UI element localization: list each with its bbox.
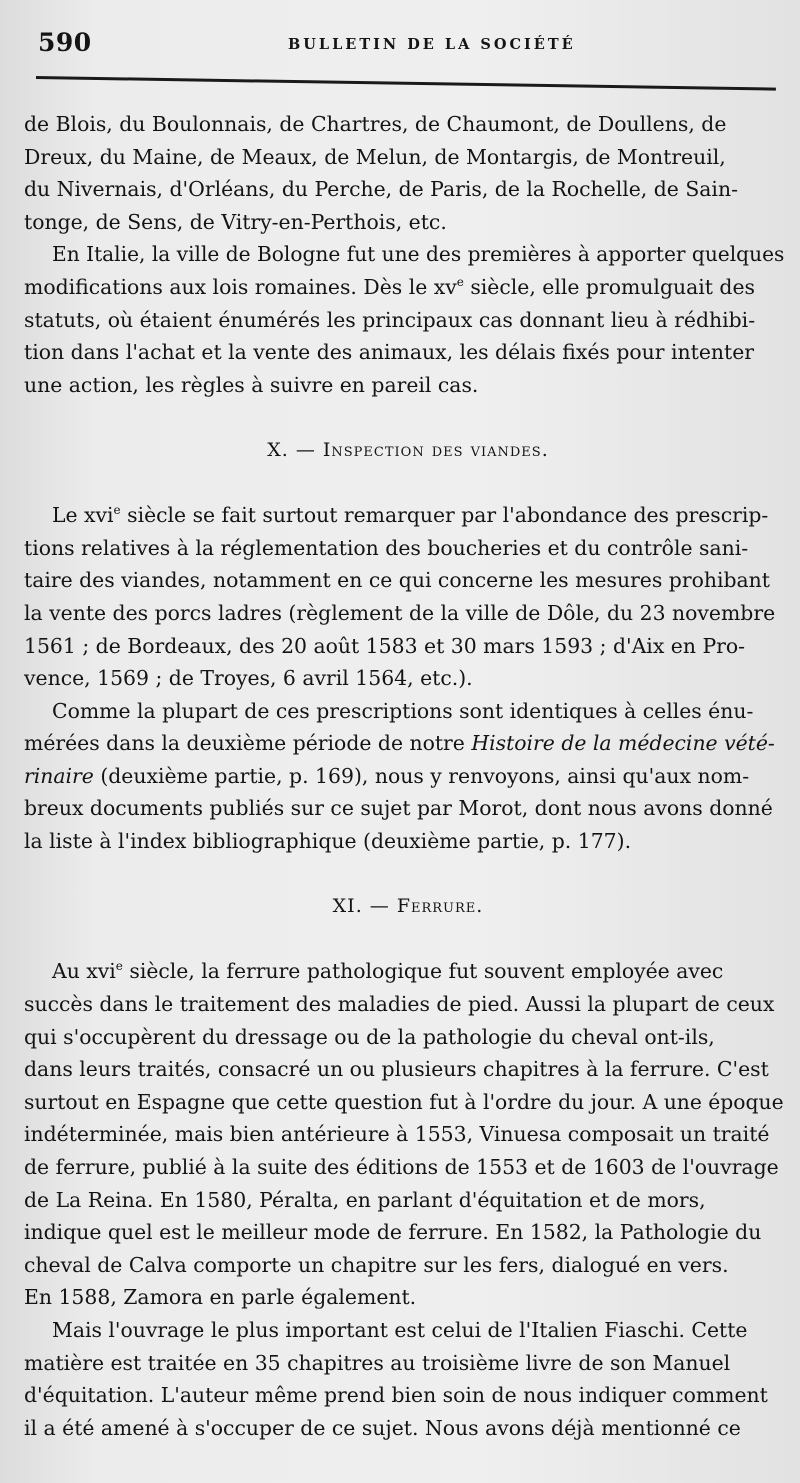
section-heading: [24, 434, 792, 467]
page-number: 590: [38, 28, 92, 57]
text-line: Le xvi$^e$ siècle se fait surtout remarquer par l'abondance des prescrip-: [52, 503, 769, 528]
text-line: indéterminée, mais bien antérieure à 1553, Vinuesa composait un traité: [24, 1122, 770, 1147]
header-rule: [36, 76, 776, 91]
heading-space: [24, 923, 792, 956]
section-numeral: X. —: [267, 438, 323, 461]
section-heading: [24, 890, 792, 923]
text-line: dans leurs traités, consacré un ou plusieurs chapitres à la ferrure. C'est: [24, 1057, 769, 1082]
heading-space: [24, 401, 792, 434]
text-line: Comme la plupart de ces prescriptions sont identiques à celles énu-: [52, 698, 754, 723]
text-line: statuts, où étaient énumérés les principaux cas donnant lieu à rédhibi-: [24, 307, 756, 332]
text-line: Au xvi$^e$ siècle, la ferrure pathologique fut souvent employée avec: [52, 959, 724, 984]
heading-space: [24, 467, 792, 500]
text-line: la liste à l'index bibliographique (deuxième partie, p. 177).: [24, 829, 632, 854]
text-line: breux documents publiés sur ce sujet par Morot, dont nous avons donné: [24, 796, 773, 821]
text-line: tions relatives à la réglementation des boucheries et du contrôle sani-: [24, 535, 749, 560]
text-line: cheval de Calva comporte un chapitre sur les fers, dialogué en vers.: [24, 1252, 729, 1277]
heading-space: [24, 858, 792, 891]
text-line: matière est traitée en 35 chapitres au troisième livre de son Manuel: [24, 1350, 731, 1375]
section-title: Ferrure.: [396, 895, 484, 918]
text-line: du Nivernais, d'Orléans, du Perche, de Paris, de la Rochelle, de Sain-: [24, 177, 738, 202]
text-line: tonge, de Sens, de Vitry-en-Perthois, etc.: [24, 209, 447, 234]
text-line: succès dans le traitement des maladies de pied. Aussi la plupart de ceux: [24, 992, 775, 1017]
section-title: Inspection des viandes.: [322, 438, 549, 461]
text-line: la vente des porcs ladres (règlement de la ville de Dôle, du 23 novembre: [24, 600, 776, 625]
text-line: de Blois, du Boulonnais, de Chartres, de Chaumont, de Doullens, de: [24, 112, 727, 136]
italic-title: Histoire de la médecine vété-: [471, 731, 775, 756]
text-line: tion dans l'achat et la vente des animaux, les délais fixés pour intenter: [24, 340, 754, 365]
text-line: de ferrure, publié à la suite des éditions de 1553 et de 1603 de l'ouvrage: [24, 1155, 779, 1179]
text-line: vence, 1569 ; de Troyes, 6 avril 1564, etc.).: [24, 666, 473, 691]
text-line: de La Reina. En 1580, Péralta, en parlant d'équitation et de mors,: [24, 1187, 706, 1212]
text-line: En 1588, Zamora en parle également.: [24, 1285, 417, 1310]
text-line: il a été amené à s'occuper de ce sujet. Nous avons déjà mentionné ce: [24, 1415, 741, 1440]
body-text: [24, 108, 792, 1444]
text-line: indique quel est le meilleur mode de ferrure. En 1582, la Pathologie du: [24, 1220, 762, 1245]
running-title: BULLETIN DE LA SOCIÉTÉ: [288, 36, 576, 53]
text-line: 1561 ; de Bordeaux, des 20 août 1583 et 30 mars 1593 ; d'Aix en Pro-: [24, 633, 746, 658]
text-line: d'équitation. L'auteur même prend bien soin de nous indiquer comment: [24, 1383, 768, 1408]
text-line: une action, les règles à suivre en pareil cas.: [24, 372, 479, 397]
text-line: rinaire (deuxième partie, p. 169), nous y renvoyons, ainsi qu'aux nom-: [24, 763, 750, 788]
text-line: Dreux, du Maine, de Meaux, de Melun, de Montargis, de Montreuil,: [24, 144, 726, 169]
text-line: qui s'occupèrent du dressage ou de la pathologie du cheval ont-ils,: [24, 1024, 715, 1049]
text-line: taire des viandes, notamment en ce qui concerne les mesures prohibant: [24, 568, 770, 593]
superscript: e: [456, 275, 464, 290]
section-numeral: XI. —: [332, 895, 397, 918]
superscript: e: [113, 503, 121, 518]
text-line: mérées dans la deuxième période de notre Histoire de la médecine vété-: [24, 731, 775, 756]
superscript: e: [115, 959, 123, 974]
text-line: En Italie, la ville de Bologne fut une des premières à apporter quelques: [52, 242, 785, 267]
page-header: [38, 28, 778, 68]
text-line: surtout en Espagne que cette question fut à l'ordre du jour. A une époque: [24, 1089, 784, 1114]
italic-title: rinaire: [24, 763, 94, 788]
text-line: modifications aux lois romaines. Dès le $xv^e$ siècle, elle promulguait des: [24, 274, 755, 299]
text-line: Mais l'ouvrage le plus important est celui de l'Italien Fiaschi. Cette: [52, 1317, 748, 1342]
